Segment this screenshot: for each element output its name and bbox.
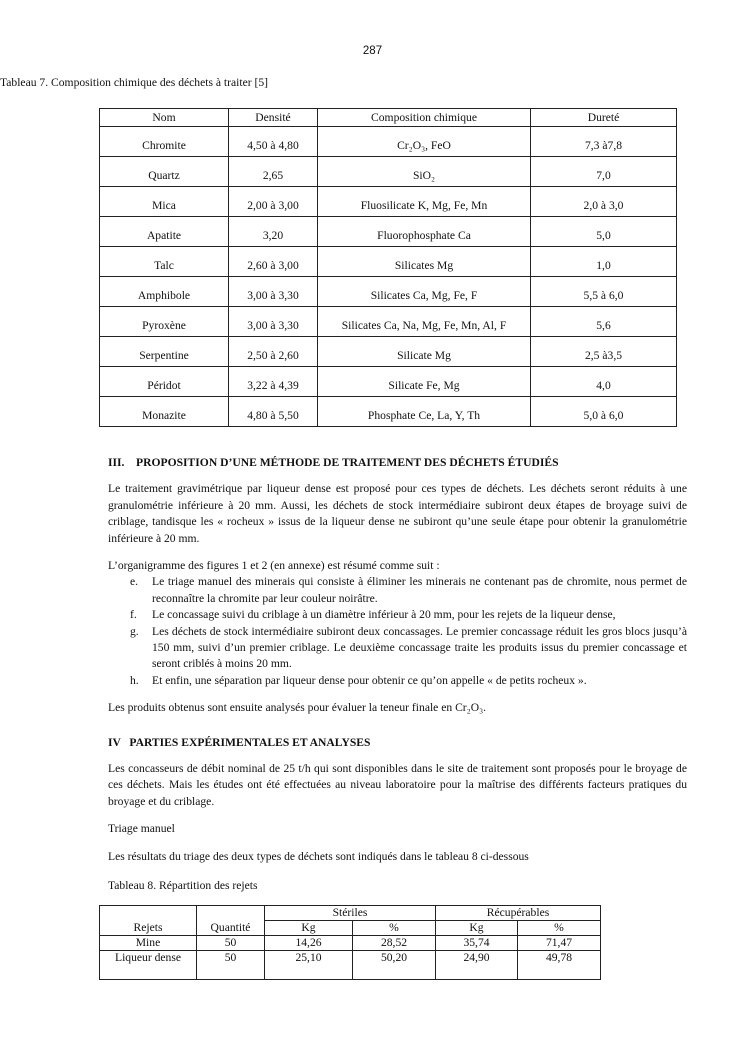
- table-row: [100, 307, 677, 337]
- table-cell: Amphibole: [100, 277, 229, 307]
- table7-caption: Tableau 7. Composition chimique des déchets à traiter [5]: [0, 76, 269, 89]
- table-cell: Péridot: [100, 367, 229, 397]
- section-heading: III. PROPOSITION D’UNE MÉTHODE DE TRAITEMENT DES DÉCHETS ÉTUDIÉS: [108, 456, 559, 470]
- table-cell: 28,52: [353, 936, 436, 951]
- table-header-row: [100, 109, 677, 127]
- list-item: [108, 574, 687, 607]
- table-cell: 2,65: [229, 157, 318, 187]
- table-cell: 25,10: [265, 951, 353, 980]
- table-row: [100, 367, 677, 397]
- table-cell: 5,0: [531, 217, 677, 247]
- table-cell: 3,00 à 3,30: [229, 307, 318, 337]
- list-text: Et enfin, une séparation par liqueur dense pour obtenir ce qu’on appelle « de petits rocheux ».: [152, 673, 587, 687]
- table-row: [100, 217, 677, 247]
- table-cell: Mine: [100, 936, 197, 951]
- paragraph: Les concasseurs de débit nominal de 25 t/h qui sont disponibles dans le site de traitement sont proposés pour le broyage de ces déchets. Mais les études ont été effectuées au niveau laboratoire pour la maîtrise des différents facteurs pratiques du broyage et du criblage.: [108, 761, 687, 808]
- table-row: [100, 127, 677, 157]
- table-cell: Silicates Ca, Mg, Fe, F: [318, 277, 531, 307]
- list-text: Les déchets de stock intermédiaire subiront deux concassages. Le premier concassage réduit les gros blocs jusqu’à 150 mm, suivi d’un premier criblage. Le deuxième concassage traite les produits issus du premier concassage et seront criblés à moins 20 mm.: [152, 624, 687, 671]
- table-cell: Silicates Ca, Na, Mg, Fe, Mn, Al, F: [318, 307, 531, 337]
- table-cell: 2,0 à 3,0: [531, 187, 677, 217]
- table-cell: 5,6: [531, 307, 677, 337]
- table-cell: 2,60 à 3,00: [229, 247, 318, 277]
- table-cell: Silicates Mg: [318, 247, 531, 277]
- table-cell: Talc: [100, 247, 229, 277]
- header-cell: Kg: [436, 921, 518, 936]
- paragraph: Les produits obtenus sont ensuite analysés pour évaluer la teneur finale en Cr₂O₃.: [108, 701, 487, 715]
- table-cell: 2,5 à3,5: [531, 337, 677, 367]
- table-cell: Cr₂O₃, FeO: [318, 127, 531, 157]
- list-marker: g.: [130, 624, 139, 638]
- page-number: 287: [362, 45, 383, 57]
- header-cell: Densité: [229, 109, 318, 127]
- table-cell: 50: [197, 936, 265, 951]
- table-cell: 1,0: [531, 247, 677, 277]
- table8: [99, 905, 601, 980]
- header-cell: Rejets: [100, 906, 197, 936]
- section-heading: IV PARTIES EXPÉRIMENTALES ET ANALYSES: [108, 735, 371, 749]
- list-text: Le triage manuel des minerais qui consiste à éliminer les minerais ne contenant pas de chromite, nous permet de reconnaître la chromite par leur couleur noirâtre.: [152, 575, 687, 605]
- list-marker: e.: [130, 575, 139, 589]
- table-cell: Fluorophosphate Ca: [318, 217, 531, 247]
- table-cell: 35,74: [436, 936, 518, 951]
- list-item: [108, 624, 687, 673]
- steps-list: [108, 574, 687, 689]
- table-cell: 3,20: [229, 217, 318, 247]
- table-row: [100, 247, 677, 277]
- table-cell: Mica: [100, 187, 229, 217]
- paragraph: L’organigramme des figures 1 et 2 (en annexe) est résumé comme suit :: [108, 559, 440, 573]
- table-cell: 2,00 à 3,00: [229, 187, 318, 217]
- header-cell: %: [353, 921, 436, 936]
- paragraph: Les résultats du triage des deux types de déchets sont indiqués dans le tableau 8 ci-dessous: [108, 850, 529, 864]
- table-cell: Pyroxène: [100, 307, 229, 337]
- table-cell: 4,50 à 4,80: [229, 127, 318, 157]
- table-cell: 50: [197, 951, 265, 980]
- table-cell: 3,00 à 3,30: [229, 277, 318, 307]
- table-cell: Quartz: [100, 157, 229, 187]
- table-cell: 5,0 à 6,0: [531, 397, 677, 427]
- table-cell: 3,22 à 4,39: [229, 367, 318, 397]
- paragraph: Le traitement gravimétrique par liqueur dense est proposé pour ces types de déchets. Les déchets seront réduits à une granulométrie inférieure à 20 mm. Aussi, les déchets de stock intermédiaire subiront deux étapes de broyage suivi de criblage, tandisque les « rocheux » issus de la liqueur dense ne subiront qu’une seule étape pour obtenir la granulométrie inférieure à 20 mm.: [108, 482, 687, 545]
- table-cell: 49,78: [518, 951, 601, 980]
- header-cell: Composition chimique: [318, 109, 531, 127]
- table-row: [100, 157, 677, 187]
- table-cell: Apatite: [100, 217, 229, 247]
- table-cell: 5,5 à 6,0: [531, 277, 677, 307]
- table-cell: 4,80 à 5,50: [229, 397, 318, 427]
- table-cell: Silicate Fe, Mg: [318, 367, 531, 397]
- table-cell: 7,0: [531, 157, 677, 187]
- table-cell: 2,50 à 2,60: [229, 337, 318, 367]
- table-cell: Liqueur dense: [100, 951, 197, 980]
- header-cell: Dureté: [531, 109, 677, 127]
- table-cell: 7,3 à7,8: [531, 127, 677, 157]
- header-cell: Kg: [265, 921, 353, 936]
- header-group-recuperables: Récupérables: [436, 906, 601, 921]
- table-cell: Monazite: [100, 397, 229, 427]
- table-row: [100, 951, 601, 980]
- table-cell: 14,26: [265, 936, 353, 951]
- table-row: [100, 397, 677, 427]
- table-cell: Silicate Mg: [318, 337, 531, 367]
- section-4: [108, 735, 687, 894]
- table-row: [100, 277, 677, 307]
- table-row: [100, 187, 677, 217]
- header-group-steriles: Stériles: [265, 906, 436, 921]
- list-marker: f.: [130, 608, 137, 622]
- list-item: [108, 607, 687, 623]
- table8-caption: Tableau 8. Répartition des rejets: [108, 878, 258, 892]
- header-cell: Nom: [100, 109, 229, 127]
- table-cell: Chromite: [100, 127, 229, 157]
- list-item: [108, 673, 687, 689]
- list-text: Le concassage suivi du criblage à un diamètre inférieur à 20 mm, pour les rejets de la liqueur dense,: [152, 608, 616, 622]
- table-cell: SiO₂: [318, 157, 531, 187]
- table-cell: Phosphate Ce, La, Y, Th: [318, 397, 531, 427]
- table-row: [100, 337, 677, 367]
- list-marker: h.: [130, 673, 139, 687]
- section-3: [108, 455, 687, 716]
- table-cell: 50,20: [353, 951, 436, 980]
- subheading: Triage manuel: [108, 821, 175, 835]
- table-cell: 71,47: [518, 936, 601, 951]
- table-cell: Fluosilicate K, Mg, Fe, Mn: [318, 187, 531, 217]
- table7: [99, 108, 677, 427]
- header-cell: Quantité: [197, 906, 265, 936]
- table-cell: Serpentine: [100, 337, 229, 367]
- table-cell: 24,90: [436, 951, 518, 980]
- table-row: [100, 936, 601, 951]
- table-cell: 4,0: [531, 367, 677, 397]
- header-cell: %: [518, 921, 601, 936]
